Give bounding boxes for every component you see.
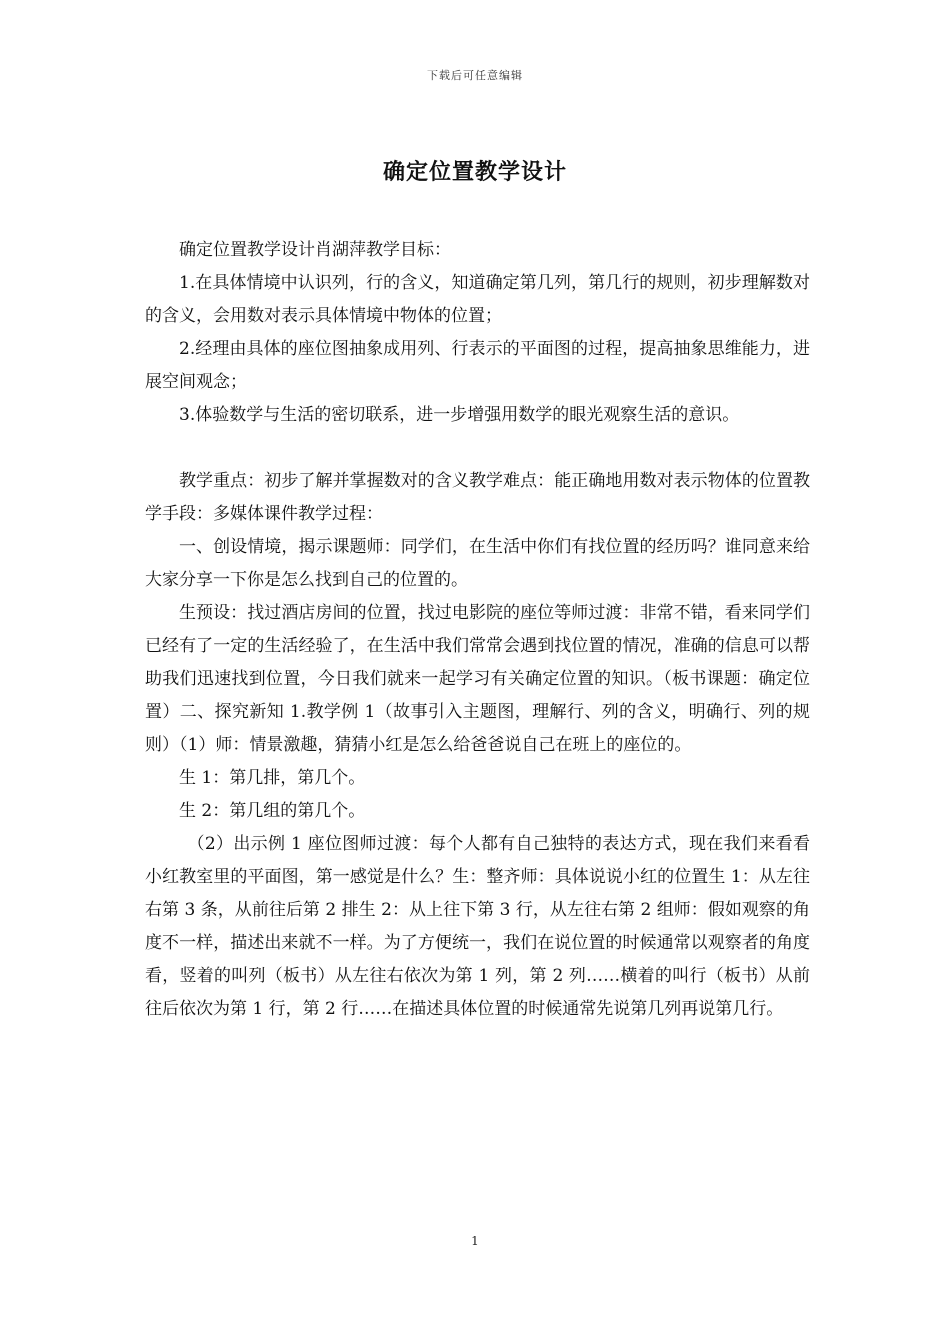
paragraph-student-preset: 生预设：找过酒店房间的位置，找过电影院的座位等师过渡：非常不错，看来同学们已经有了一定的生活经验了，在生活中我们常常会遇到找位置的情况，准确的信息可以帮助我们迅速找到位置，今日我们就来一起学习有关确定位置的知识。（板书课题：确定位置）二、探究新知 1.教学例 1（故事引入主题图，理解行、列的含义，明确行、列的规则）（1）师：情景激趣，猜猜小红是怎么给爸爸说自己在班上的座位的。 — [145, 603, 810, 755]
paragraph-intro: 确定位置教学设计肖湖萍教学目标： — [179, 240, 451, 260]
document-body — [145, 234, 810, 1026]
page-header: 下载后可任意编辑 — [427, 69, 523, 82]
paragraph-key-points: 教学重点：初步了解并掌握数对的含义教学难点：能正确地用数对表示物体的位置教学手段：多媒体课件教学过程： — [145, 471, 810, 524]
paragraph-section-1: 一、创设情境，揭示课题师：同学们，在生活中你们有找位置的经历吗？谁同意来给大家分享一下你是怎么找到自己的位置的。 — [145, 537, 810, 590]
paragraph-student-2: 生 2：第几组的第几个。 — [179, 801, 366, 821]
document-title: 确定位置教学设计 — [382, 159, 567, 185]
paragraph-goal-1: 1.在具体情境中认识列，行的含义，知道确定第几列，第几行的规则，初步理解数对的含义，会用数对表示具体情境中物体的位置； — [145, 273, 810, 326]
paragraph-student-1: 生 1：第几排，第几个。 — [179, 768, 366, 788]
page-number: 1 — [471, 1234, 479, 1248]
paragraph-goal-2: 2.经理由具体的座位图抽象成用列、行表示的平面图的过程，提高抽象思维能力，进展空间观念； — [145, 339, 810, 392]
paragraph-goal-3: 3.体验数学与生活的密切联系，进一步增强用数学的眼光观察生活的意识。 — [179, 405, 740, 425]
paragraph-example-1: （2）出示例 1 座位图师过渡：每个人都有自己独特的表达方式，现在我们来看看小红教室里的平面图，第一感觉是什么？生：整齐师：具体说说小红的位置生 1：从左往右第 3 条，从前往后第 2 排生 2：从上往下第 3 行，从左往右第 2 组师：假如观察的角度不一样，描述出来就不一样。为了方便统一，我们在说位置的时候通常以观察者的角度看，竖着的叫列（板书）从左往右依次为第 1 列，第 2 列……横着的叫行（板书）从前往后依次为第 1 行，第 2 行……在描述具体位置的时候通常先说第几列再说第几行。 — [145, 834, 810, 1019]
